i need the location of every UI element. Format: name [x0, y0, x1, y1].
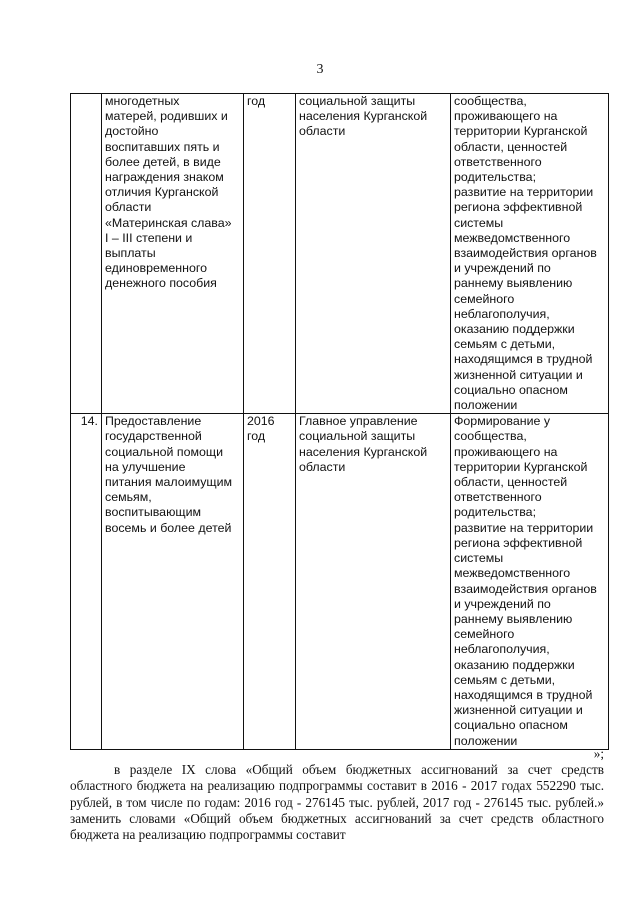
measure-name: Предоставление государственной социальной помощи на улучшение питания малоимущим семьям, воспитывающим восемь и более детей [102, 414, 244, 749]
measure-executor: Главное управление социальной защиты населения Курганской области [296, 414, 451, 749]
measure-goal: сообщества, проживающего на территории Курганской области, ценностей ответственного родительства; развитие на территории региона эффективной системы межведомственного взаимодействия органов и учреждений по раннему выявлению семейного неблагополучия, оказанию поддержки семьям с детьми, находящимся в трудной жизненной ситуации и социально опасном положении [451, 94, 609, 414]
measure-executor: социальной защиты населения Курганской области [296, 94, 451, 414]
table-row [71, 94, 609, 414]
page-number: 3 [316, 62, 324, 77]
row-number [71, 94, 102, 414]
amendment-paragraph: в разделе IX слова «Общий объем бюджетных ассигнований за счет средств областного бюджета на реализацию подпрограммы составит в 2016 - 2017 годах 552290 тыс. рублей, в том числе по годам: 2016 год - 276145 тыс. рублей, 2017 год - 276145 тыс. рублей.» заменить словами «Общий объем бюджетных ассигнований за счет средств областного бюджета на реализацию подпрограммы составит [70, 762, 604, 843]
closing-quote: »; [593, 746, 604, 761]
row-number: 14. [71, 414, 102, 749]
measure-name: многодетных матерей, родивших и достойно воспитавших пять и более детей, в виде награждения знаком отличия Курганской области «Материнская слава» I – III степени и выплаты единовременного денежного пособия [102, 94, 244, 414]
measure-year: год [244, 94, 296, 414]
measure-goal: Формирование у сообщества, проживающего на территории Курганской области, ценностей ответственного родительства; развитие на территории региона эффективной системы межведомственного взаимодействия органов и учреждений по раннему выявлению семейного неблагополучия, оказанию поддержки семьям с детьми, находящимся в трудной жизненной ситуации и социально опасном положении [451, 414, 609, 749]
measure-year: 2016 год [244, 414, 296, 749]
measures-table [70, 93, 609, 750]
table-row [71, 414, 609, 749]
body-text [70, 746, 604, 843]
